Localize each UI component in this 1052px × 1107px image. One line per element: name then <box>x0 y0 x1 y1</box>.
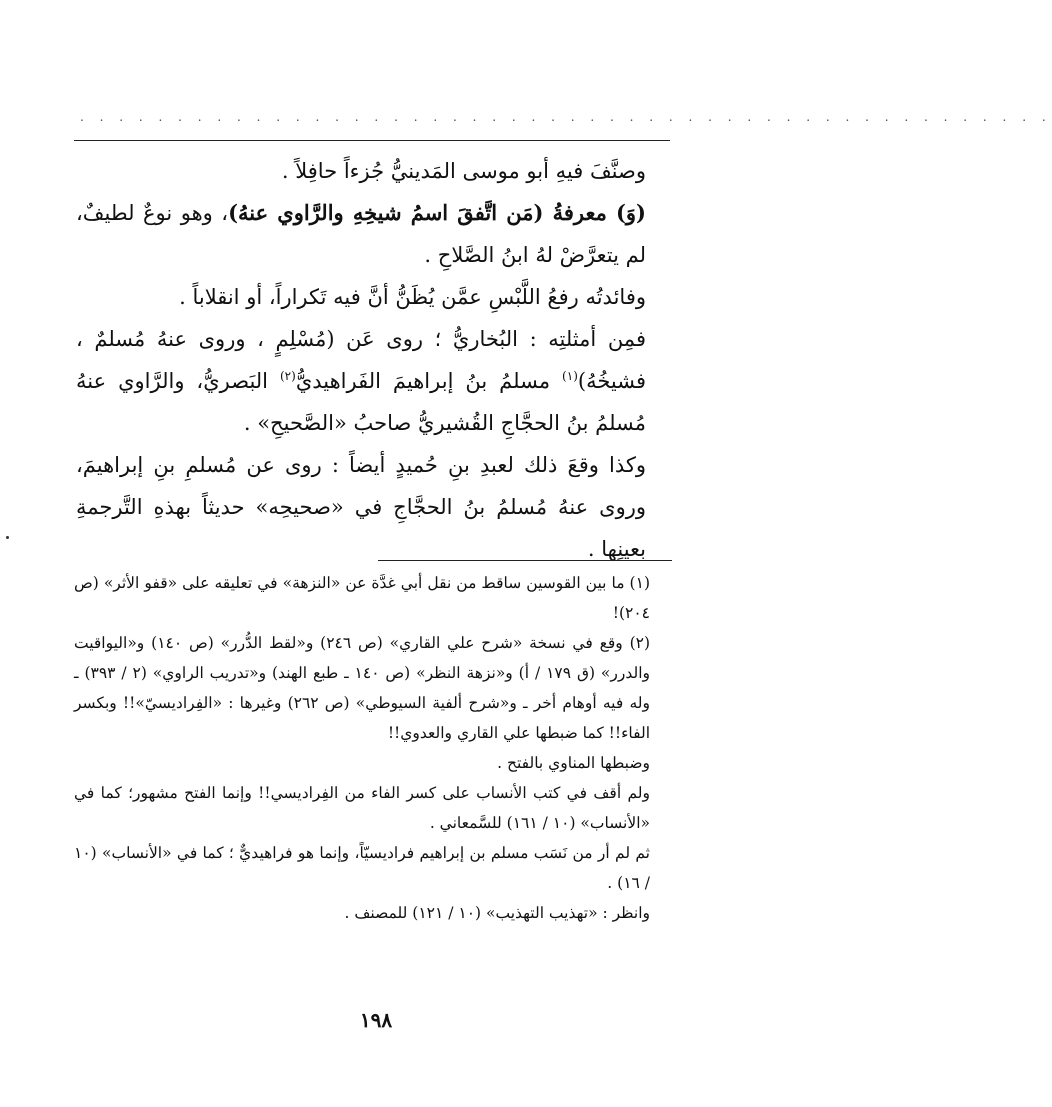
footnote-ref-2: (٢) <box>279 369 296 383</box>
main-text <box>76 150 672 570</box>
footnote-2-d: ثم لم أر من نَسَب مسلم بن إبراهيم فراديسيّاً، وإنما هو فراهيديٌّ ؛ كما في «الأنساب» (١٠ / ١٦) . <box>74 844 650 892</box>
paragraph-2-bold: (وَ) معرفةُ (مَن اتَّفقَ اسمُ شيخِهِ والرَّاوي عنهُ) <box>228 200 646 225</box>
paragraph-4-b: مسلمُ بنُ إبراهيمَ الفَراهيديُّ <box>295 369 563 393</box>
header-dotted-line: . . . . . . . . . . . . . . . . . . . . . . . . . . . . . . . . . . . . . . . . . . . . . . . . . . <box>80 110 1052 124</box>
paragraph-2 <box>76 192 672 276</box>
footnotes <box>74 568 672 928</box>
header-rule <box>74 140 670 141</box>
paragraph-5: وكذا وقعَ ذلك لعبدِ بنِ حُميدٍ أيضاً : روى عن مُسلمِ بنِ إبراهيمَ، وروى عنهُ مُسلمُ بنُ الحجَّاجِ في «صحيحِه» حديثاً بهذهِ التَّرجمةِ بعينِها . <box>76 453 646 561</box>
paragraph-2-rest: ، وهو نوعٌ لطيفٌ، لم يتعرَّضْ لهُ ابنُ الصَّلاحِ . <box>76 201 646 267</box>
footnote-rule <box>378 560 672 561</box>
paragraph-4-c: البَصريُّ، والرَّاوي عنهُ مُسلمُ بنُ الحجَّاجِ القُشيريُّ صاحبُ «الصَّحيحِ» . <box>76 369 646 435</box>
page-number: ١٩٨ <box>359 1008 393 1032</box>
margin-dot <box>6 536 9 539</box>
paragraph-4-a: فمِن أمثلتِه : البُخاريُّ ؛ روى عَن (مُسْلِمٍ ، وروى عنهُ مُسلمٌ ، فشيخُهُ) <box>76 327 646 393</box>
footnote-2-b: وضبطها المناوي بالفتح . <box>497 754 650 772</box>
paragraph-4 <box>76 318 672 444</box>
footnote-2-c: ولم أقف في كتب الأنساب على كسر الفاء من الفِراديسي!! وإنما الفتح مشهور؛ كما في «الأنساب» (١٠ / ١٦١) للسَّمعاني . <box>74 784 650 832</box>
footnote-2: (٢) وقع في نسخة «شرح علي القاري» (ص ٢٤٦) و«لقط الدُّرر» (ص ١٤٠) و«اليواقيت والدرر» (ق ١٧٩ / أ) و«نزهة النظر» (ص ١٤٠ ـ طبع الهند) و«تدريب الراوي» (٢ / ٣٩٣) ـ وله فيه أوهام أخر ـ و«شرح ألفية السيوطي» (ص ٢٦٢) وغيرها : «الفِراديسيّ»!! وبكسر الفاء!! كما ضبطها علي القاري والعدوي!! <box>74 634 651 742</box>
footnote-2-e: وانظر : «تهذيب التهذيب» (١٠ / ١٢١) للمصنف . <box>344 904 650 922</box>
footnote-1: (١) ما بين القوسين ساقط من نقل أبي غدَّة عن «النزهة» في تعليقه على «قفو الأثر» (ص ٢٠٤)! <box>74 574 650 622</box>
paragraph-1: وصنَّفَ فيهِ أبو موسى المَدينيُّ جُزءاً حافِلاً . <box>281 159 646 183</box>
paragraph-3: وفائدتُه رفعُ اللَّبْسِ عمَّن يُظَنُّ أنَّ فيه تَكراراً، أو انقلاباً . <box>179 285 646 309</box>
footnote-ref-1: (١) <box>562 369 578 383</box>
